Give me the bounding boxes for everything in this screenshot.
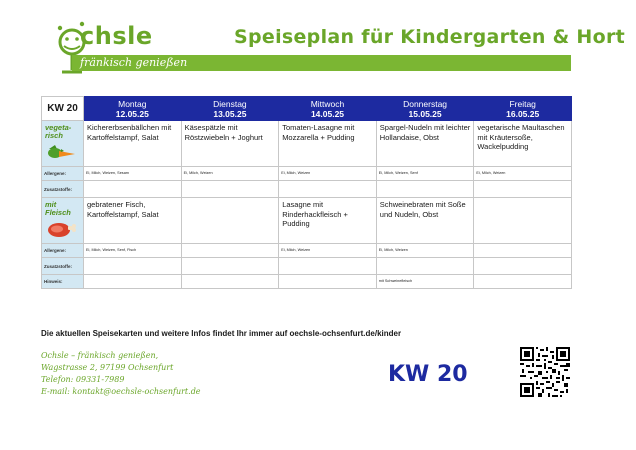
additives-cell <box>84 181 182 198</box>
contact-line: Telefon: 09331-7989 <box>41 375 125 384</box>
allergen-cell <box>181 244 279 258</box>
allergen-cell: Ei, Milch, Weizen, Sesam <box>84 167 182 181</box>
dish-cell: Käsespätzle mit Röstzwiebeln + Joghurt <box>181 121 279 167</box>
allergen-cell: Ei, Milch, Weizen <box>181 167 279 181</box>
day-header: Mittwoch 14.05.25 <box>279 97 377 121</box>
note-cell <box>181 275 279 289</box>
week-number-large: KW 20 <box>388 362 468 387</box>
note-label: Hinweis: <box>42 275 84 289</box>
note-cell <box>279 275 377 289</box>
additives-cell <box>376 181 474 198</box>
tagline: fränkisch genießen <box>80 56 188 69</box>
meat-dish-row <box>42 198 572 244</box>
vegetables-icon <box>45 143 77 159</box>
logo-text: chsle <box>80 22 153 50</box>
table-header-row <box>42 97 572 121</box>
meat-allergen-row <box>42 244 572 258</box>
allergen-label: Allergene: <box>42 244 84 258</box>
additives-cell <box>279 258 377 275</box>
day-header: Donnerstag 15.05.25 <box>376 97 474 121</box>
day-header: Montag 12.05.25 <box>84 97 182 121</box>
dish-cell: gebratener Fisch, Kartoffelstampf, Salat <box>84 198 182 244</box>
additives-cell <box>474 258 572 275</box>
contact-line: Wagstrasse 2, 97199 Ochsenfurt <box>41 363 174 372</box>
allergen-label: Allergene: <box>42 167 84 181</box>
contact-email: E-mail: kontakt@oechsle-ochsenfurt.de <box>41 387 201 396</box>
additives-cell <box>376 258 474 275</box>
day-header: Freitag 16.05.25 <box>474 97 572 121</box>
day-header: Dienstag 13.05.25 <box>181 97 279 121</box>
allergen-cell: Ei, Milch, Weizen <box>474 167 572 181</box>
meat-additives-row <box>42 258 572 275</box>
veg-allergen-row <box>42 167 572 181</box>
additives-cell <box>474 181 572 198</box>
allergen-cell: Ei, Milch, Weizen, Senf <box>376 167 474 181</box>
additives-cell <box>181 181 279 198</box>
dish-cell <box>474 198 572 244</box>
dish-cell: vegetarische Maultaschen mit Kräutersoße, Wackelpudding <box>474 121 572 167</box>
allergen-cell: Ei, Milch, Weizen <box>279 244 377 258</box>
note-row <box>42 275 572 289</box>
note-cell <box>474 275 572 289</box>
contact-block <box>41 350 201 398</box>
additives-cell <box>279 181 377 198</box>
dish-cell <box>181 198 279 244</box>
veg-label: vegeta- risch <box>42 121 84 167</box>
dish-cell: Lasagne mit Rinderhackfleisch + Pudding <box>279 198 377 244</box>
info-text: Die aktuellen Speisekarten und weitere Infos findet Ihr immer auf oechsle-ochsenfurt.de/kinder <box>41 329 402 338</box>
allergen-cell: Ei, Milch, Weizen <box>279 167 377 181</box>
note-cell: mit Schweinefleisch <box>376 275 474 289</box>
veg-additives-row <box>42 181 572 198</box>
allergen-cell: Ei, Milch, Weizen, Senf, Fisch <box>84 244 182 258</box>
note-cell <box>84 275 182 289</box>
dish-cell: Tomaten-Lasagne mit Mozzarella + Pudding <box>279 121 377 167</box>
additives-cell <box>181 258 279 275</box>
additives-label: Zusatzstoffe: <box>42 258 84 275</box>
qr-code-icon <box>520 347 570 397</box>
additives-label: Zusatzstoffe: <box>42 181 84 198</box>
veg-dish-row <box>42 121 572 167</box>
allergen-cell: Ei, Milch, Weizen <box>376 244 474 258</box>
meat-label: mit Fleisch <box>42 198 84 244</box>
dish-cell: Kichererbsenbällchen mit Kartoffelstampf, Salat <box>84 121 182 167</box>
dish-cell: Spargel-Nudeln mit leichter Hollandaise, Obst <box>376 121 474 167</box>
dish-cell: Schweinebraten mit Soße und Nudeln, Obst <box>376 198 474 244</box>
week-label: KW 20 <box>42 97 84 121</box>
ham-icon <box>45 220 77 238</box>
menu-table <box>41 96 572 289</box>
additives-cell <box>84 258 182 275</box>
allergen-cell <box>474 244 572 258</box>
contact-line: Ochsle – fränkisch genießen, <box>41 351 159 360</box>
page-title: Speiseplan für Kindergarten & Hort <box>234 26 626 48</box>
